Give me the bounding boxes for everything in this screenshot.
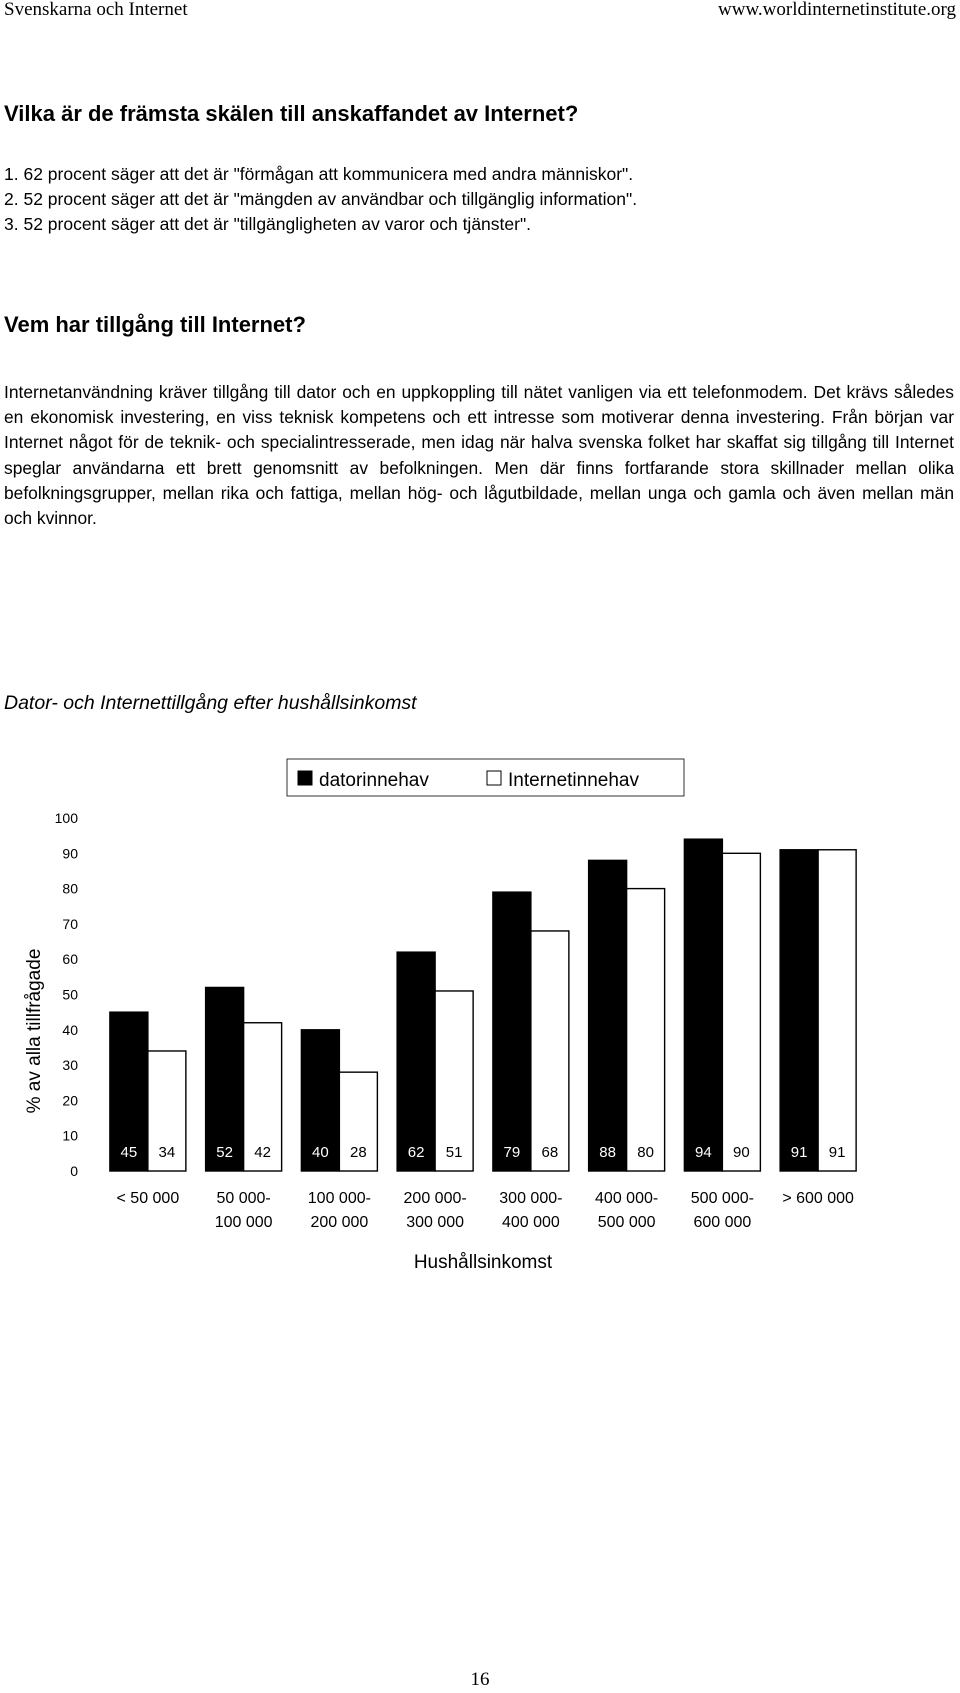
data-label: 94 [695, 1144, 712, 1161]
body-paragraph: Internetanvändning kräver tillgång till dator och en uppkoppling till nätet vanligen via ett telefonmodem. Det krävs således en ekonomisk investering, en viss teknisk kompetens och ett intresse som motiverar denna investering. Från början var Internet något för de teknik- och specialintresserade, men idag när halva svenska folket har skaffat sig tillgång till Internet speglar användarna ett brett genomsnitt av befolkningen. Men där finns fortfarande stora skillnader mellan olika befolkningsgrupper, mellan rika och fattiga, mellan hög- och lågutbildade, mellan unga och gamla och även mellan män och kvinnor. [4, 382, 954, 529]
legend-swatch-internet [487, 771, 501, 785]
y-tick-label: 40 [62, 1021, 78, 1038]
data-label: 90 [733, 1144, 750, 1161]
y-tick-label: 50 [62, 986, 78, 1003]
x-tick-label: 50 000- [216, 1190, 271, 1207]
data-label: 91 [828, 1144, 846, 1161]
data-label: 51 [445, 1144, 463, 1161]
y-tick-label: 60 [62, 951, 78, 968]
data-label: 34 [158, 1144, 176, 1161]
y-tick-label: 0 [70, 1163, 78, 1179]
y-tick-label: 30 [62, 1057, 78, 1074]
section-heading-access: Vem har tillgång till Internet? [4, 312, 306, 337]
y-tick-label: 90 [62, 845, 78, 862]
y-tick-label: 80 [62, 880, 78, 897]
bar-internet [818, 850, 856, 1171]
y-tick-label: 100 [54, 810, 78, 826]
data-label: 68 [541, 1144, 559, 1161]
x-tick-label: 400 000 [501, 1214, 560, 1231]
bar-chart [0, 740, 960, 1280]
legend-label: Internetinnehav [508, 770, 639, 791]
x-tick-label: 300 000- [499, 1190, 563, 1207]
data-label: 28 [350, 1144, 367, 1161]
bar-dator [493, 892, 531, 1171]
x-tick-label: > 600 000 [782, 1190, 854, 1207]
x-tick-label: 100 000- [307, 1190, 371, 1207]
data-label: 40 [312, 1144, 329, 1161]
list-item: 1. 62 procent säger att det är "förmågan att kommunicera med andra människor". [4, 164, 634, 184]
x-tick-label: 200 000- [403, 1190, 467, 1207]
data-label: 79 [503, 1144, 521, 1161]
chart-title: Dator- och Internettillgång efter hushållsinkomst [4, 692, 417, 714]
legend-label: datorinnehav [319, 770, 429, 791]
page-number: 16 [470, 1669, 490, 1690]
bar-internet [722, 853, 760, 1171]
x-tick-label: 400 000- [595, 1190, 659, 1207]
list-item: 3. 52 procent säger att det är "tillgängligheten av varor och tjänster". [4, 214, 532, 234]
x-tick-label: 500 000 [597, 1214, 656, 1231]
data-label: 91 [790, 1144, 808, 1161]
y-tick-label: 10 [62, 1127, 78, 1144]
header-left-title: Svenskarna och Internet [4, 0, 188, 20]
y-tick-label: 20 [62, 1092, 78, 1109]
y-axis-label: % av alla tillfrågade [24, 948, 45, 1114]
header-right-url: www.worldinternetinstitute.org [718, 0, 956, 20]
data-label: 88 [599, 1144, 616, 1161]
x-tick-label: 300 000 [406, 1214, 465, 1231]
legend-swatch-dator [298, 771, 312, 785]
bar-dator [780, 850, 818, 1171]
data-label: 45 [120, 1144, 138, 1161]
bar-dator [397, 952, 435, 1171]
bar-internet [531, 931, 569, 1171]
list-item: 2. 52 procent säger att det är "mängden av användbar och tillgänglig information". [4, 189, 638, 209]
bar-dator [589, 860, 627, 1171]
data-label: 52 [216, 1144, 233, 1161]
x-tick-label: < 50 000 [116, 1190, 180, 1207]
bar-dator [684, 839, 722, 1171]
data-label: 80 [637, 1144, 654, 1161]
x-tick-label: 600 000 [693, 1214, 752, 1231]
y-tick-label: 70 [62, 915, 78, 932]
x-tick-label: 500 000- [690, 1190, 754, 1207]
data-label: 62 [407, 1144, 425, 1161]
reasons-list [4, 162, 637, 237]
bar-internet [627, 889, 665, 1171]
x-tick-label: 200 000 [310, 1214, 369, 1231]
x-tick-label: 100 000 [214, 1214, 273, 1231]
x-axis-label: Hushållsinkomst [413, 1252, 553, 1273]
data-label: 42 [254, 1144, 271, 1161]
section-heading-reasons: Vilka är de främsta skälen till anskaffandet av Internet? [4, 101, 579, 126]
